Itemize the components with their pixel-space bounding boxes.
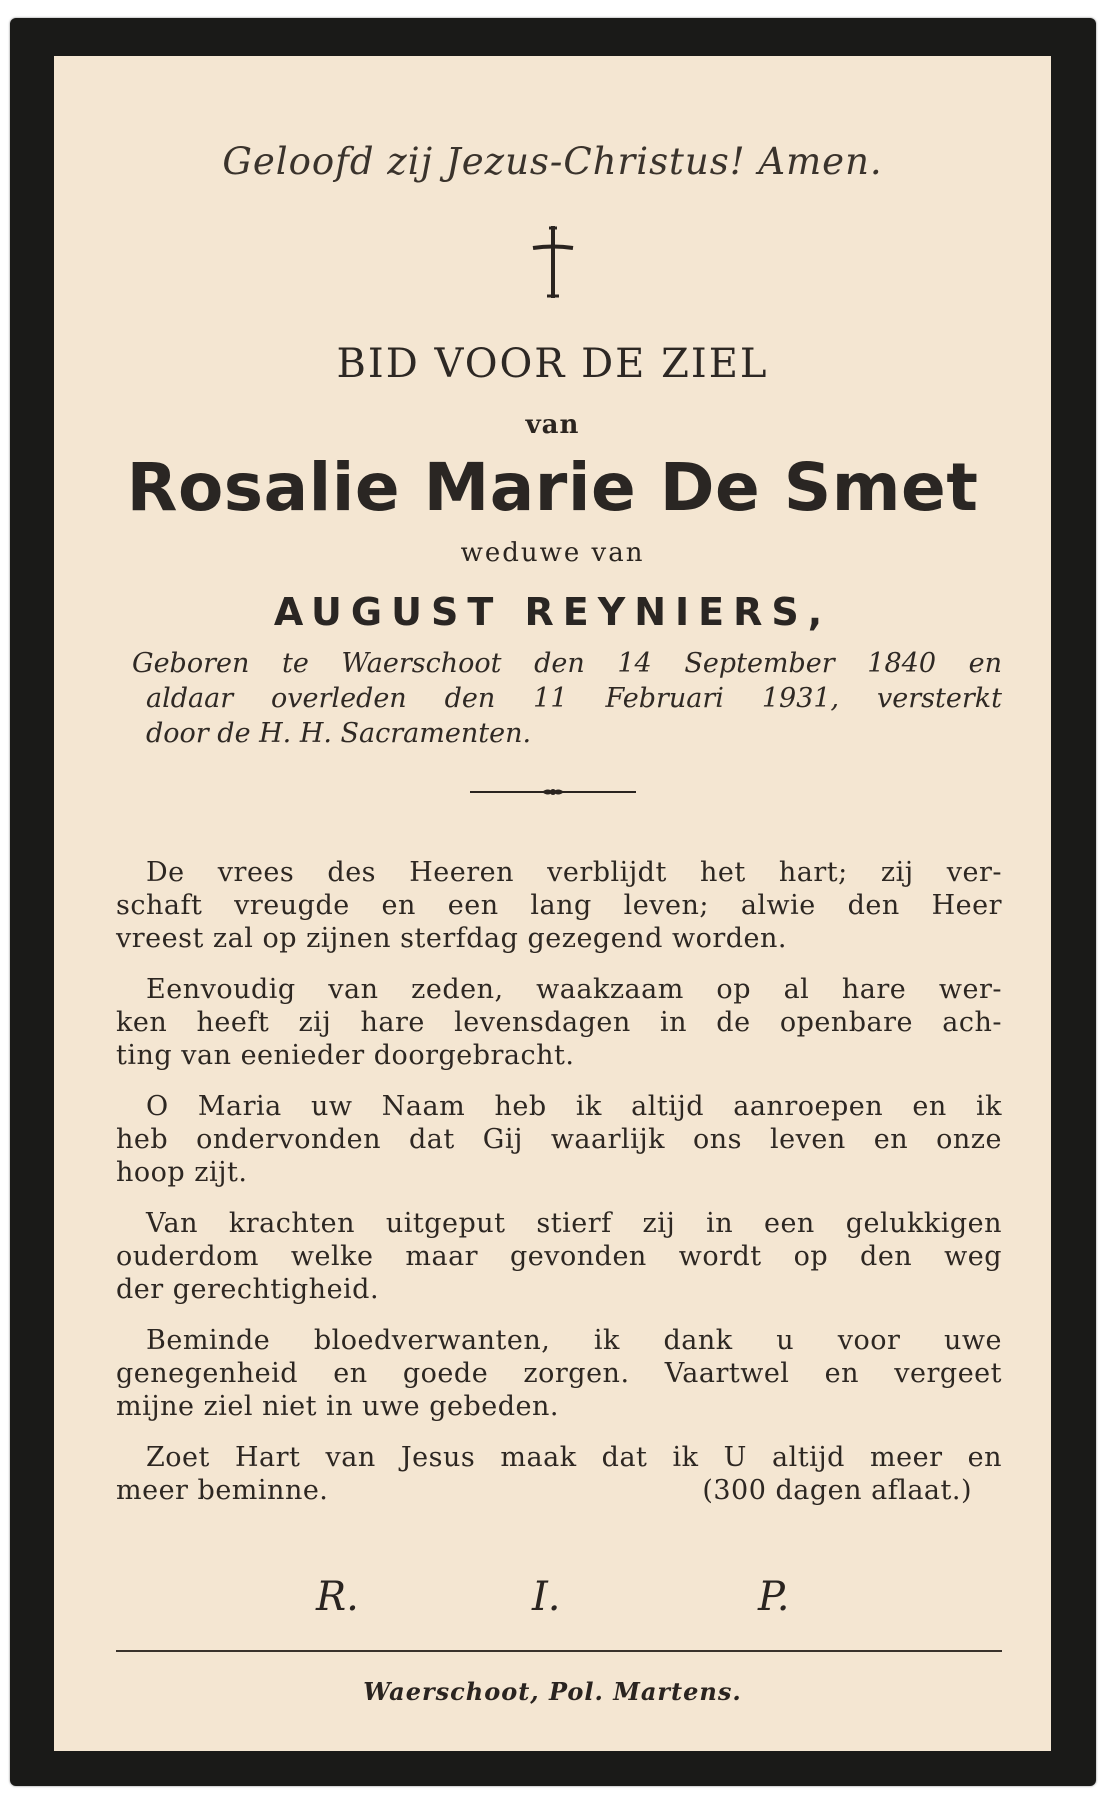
text-line (116, 1474, 1002, 1507)
biography-line: aldaar overleden den 11 Februari 1931, versterkt (146, 683, 1002, 714)
text-line: Eenvoudig van zeden, waakzaam op al hare wer- (146, 974, 1002, 1005)
text-line: Zoet Hart van Jesus maak dat ik U altijd meer en (146, 1442, 1002, 1473)
text-line: hoop zijt. (116, 1157, 248, 1188)
printer-credit: Waerschoot, Pol. Martens. (363, 1677, 742, 1706)
prayer-paragraph (116, 856, 1002, 955)
spouse-name: AUGUST REYNIERS, (273, 590, 832, 634)
text-line: ouderdom welke maar gevonden wordt op den weg (116, 1241, 1002, 1272)
prayer-paragraph (116, 973, 1002, 1072)
rip-i: I. (532, 1574, 561, 1620)
text-line: Beminde bloedverwanten, ik dank u voor uwe (146, 1325, 1002, 1356)
memorial-card-border (10, 18, 1096, 1786)
rip-r: R. (316, 1574, 359, 1620)
prayer-heading: BID VOOR DE ZIEL (336, 341, 769, 387)
ornament-divider-icon (54, 784, 1051, 803)
text-line: genegenheid en goede zorgen. Vaartwel en vergeet (116, 1358, 1002, 1389)
prayer-paragraph (116, 1207, 1002, 1306)
prayer-paragraph (116, 1324, 1002, 1423)
biography-line: door de H. H. Sacramenten. (146, 718, 532, 749)
indulgence-note: (300 dagen aflaat.) (702, 1475, 972, 1506)
deceased-name: Rosalie Marie De Smet (126, 449, 979, 526)
text-line: der gerechtigheid. (116, 1274, 380, 1305)
biography-block (116, 646, 1002, 751)
biography-line: Geboren te Waerschoot den 14 September 1840 en (132, 648, 1002, 679)
rip-p: P. (758, 1574, 790, 1620)
text-line: ting van eenieder doorgebracht. (116, 1040, 575, 1071)
text-line-end: meer beminne. (116, 1475, 329, 1506)
text-line: schaft vreugde en een lang leven; alwie den Heer (116, 890, 1002, 921)
text-line: Van krachten uitgeput stierf zij in een gelukkigen (146, 1208, 1002, 1239)
widow-of-label: weduwe van (460, 538, 645, 568)
text-line: ken heeft zij hare levensdagen in de openbare ach- (116, 1007, 1002, 1038)
footer-rule (116, 1650, 1002, 1652)
text-line: vreest zal op zijnen sterfdag gezegend worden. (116, 923, 787, 954)
invocation-text: Geloofd zij Jezus-Christus! Amen. (222, 140, 883, 183)
van-label: van (525, 410, 580, 440)
prayer-text (116, 856, 1002, 1525)
text-line: O Maria uw Naam heb ik altijd aanroepen en ik (146, 1091, 1002, 1122)
prayer-paragraph (116, 1441, 1002, 1507)
text-line: De vrees des Heeren verblijdt het hart; zij ver- (146, 857, 1002, 888)
memorial-card (54, 56, 1051, 1751)
text-line: mijne ziel niet in uwe gebeden. (116, 1391, 559, 1422)
cross-icon (54, 224, 1051, 304)
prayer-paragraph (116, 1090, 1002, 1189)
text-line: heb ondervonden dat Gij waarlijk ons leven en onze (116, 1124, 1002, 1155)
